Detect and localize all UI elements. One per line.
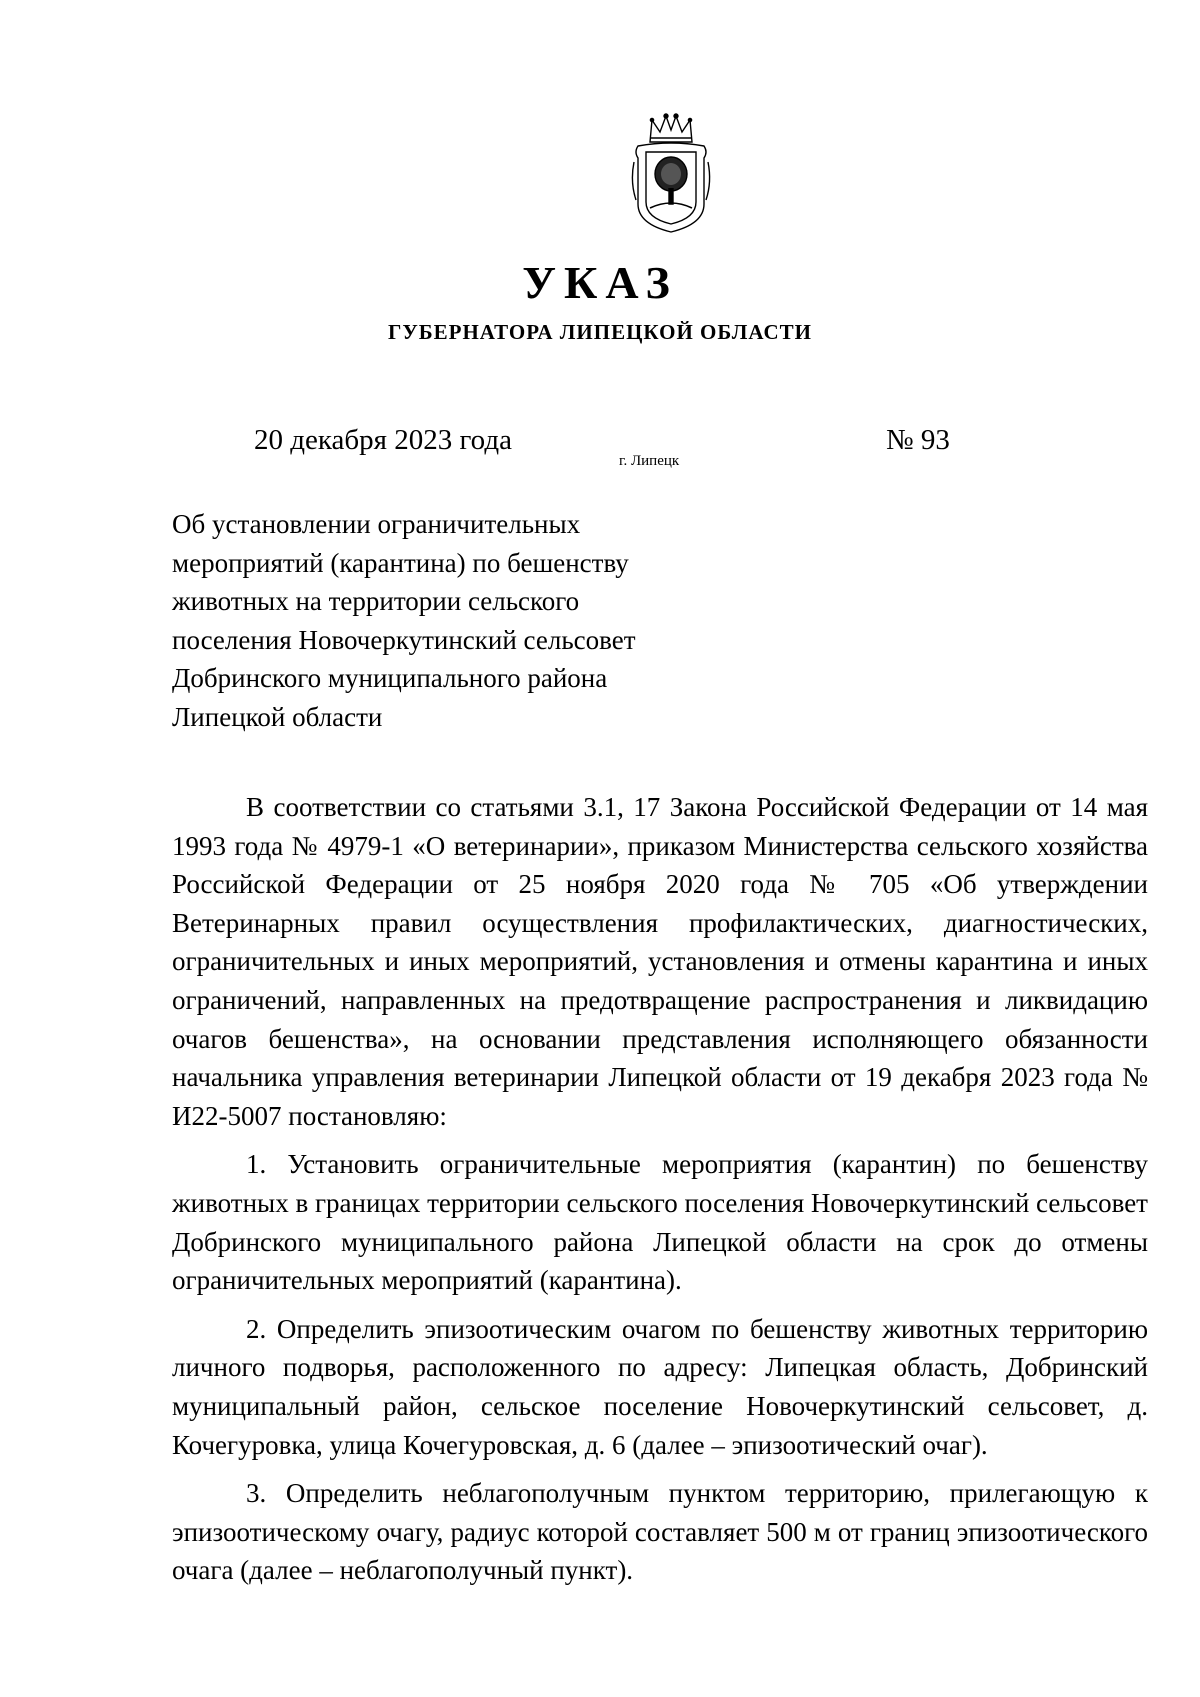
decree-body — [172, 788, 1148, 1600]
decree-city: г. Липецк — [619, 453, 680, 469]
clause-3-paragraph: 3. Определить неблагополучным пунктом территорию, прилегающую к эпизоотическому очагу, радиус которой составляет 500 м от границ эпизоотического очага (далее – неблагополучный пункт). — [172, 1478, 1148, 1586]
subject-line: животных на территории сельского — [172, 586, 580, 616]
clause-1-paragraph: 1. Установить ограничительные мероприятия (карантин) по бешенству животных в границах территории сельского поселения Новочеркутинский сельсовет Добринского муниципального района Липецкой области на срок до отмены ограничительных мероприятий (карантина). — [172, 1149, 1148, 1296]
subject-line: мероприятий (карантина) по бешенству — [172, 547, 629, 578]
preamble-paragraph: В соответствии со статьями 3.1, 17 Закона Российской Федерации от 14 мая 1993 года № 4979-1 «О ветеринарии», приказом Министерства сельского хозяйства Российской Федерации от 25 ноября 2020 года № 705 «Об утверждении Ветеринарных правил осуществления профилактических, диагностических, ограничительных и иных мероприятий, установления и отмены карантина и иных ограничений, направленных на предотвращение распространения и ликвидацию очагов бешенства», на основании представления исполняющего обязанности начальника управления ветеринарии Липецкой области от 19 декабря 2023 года № И22-5007 постановляю: — [172, 792, 1148, 1131]
subject-line: Добринского муниципального района — [172, 663, 608, 693]
subject-line: Об установлении ограничительных — [172, 509, 581, 539]
decree-subject — [172, 505, 692, 736]
issuing-authority: ГУБЕРНАТОРА ЛИПЕЦКОЙ ОБЛАСТИ — [387, 320, 813, 344]
subject-line: поселения Новочеркутинский сельсовет — [172, 624, 636, 655]
coat-of-arms-icon — [628, 112, 714, 236]
decree-number: № 93 — [886, 424, 950, 456]
document-title: УКАЗ — [522, 257, 678, 308]
subject-line: Липецкой области — [172, 701, 383, 732]
clause-2-paragraph: 2. Определить эпизоотическим очагом по бешенству животных территорию личного подворья, расположенного по адресу: Липецкая область, Добринский муниципальный район, сельское поселение Новочеркутинский сельсовет, д. Кочегуровка, улица Кочегуровская, д. 6 (далее – эпизоотический очаг). — [172, 1313, 1148, 1460]
decree-date: 20 декабря 2023 года — [254, 424, 512, 456]
